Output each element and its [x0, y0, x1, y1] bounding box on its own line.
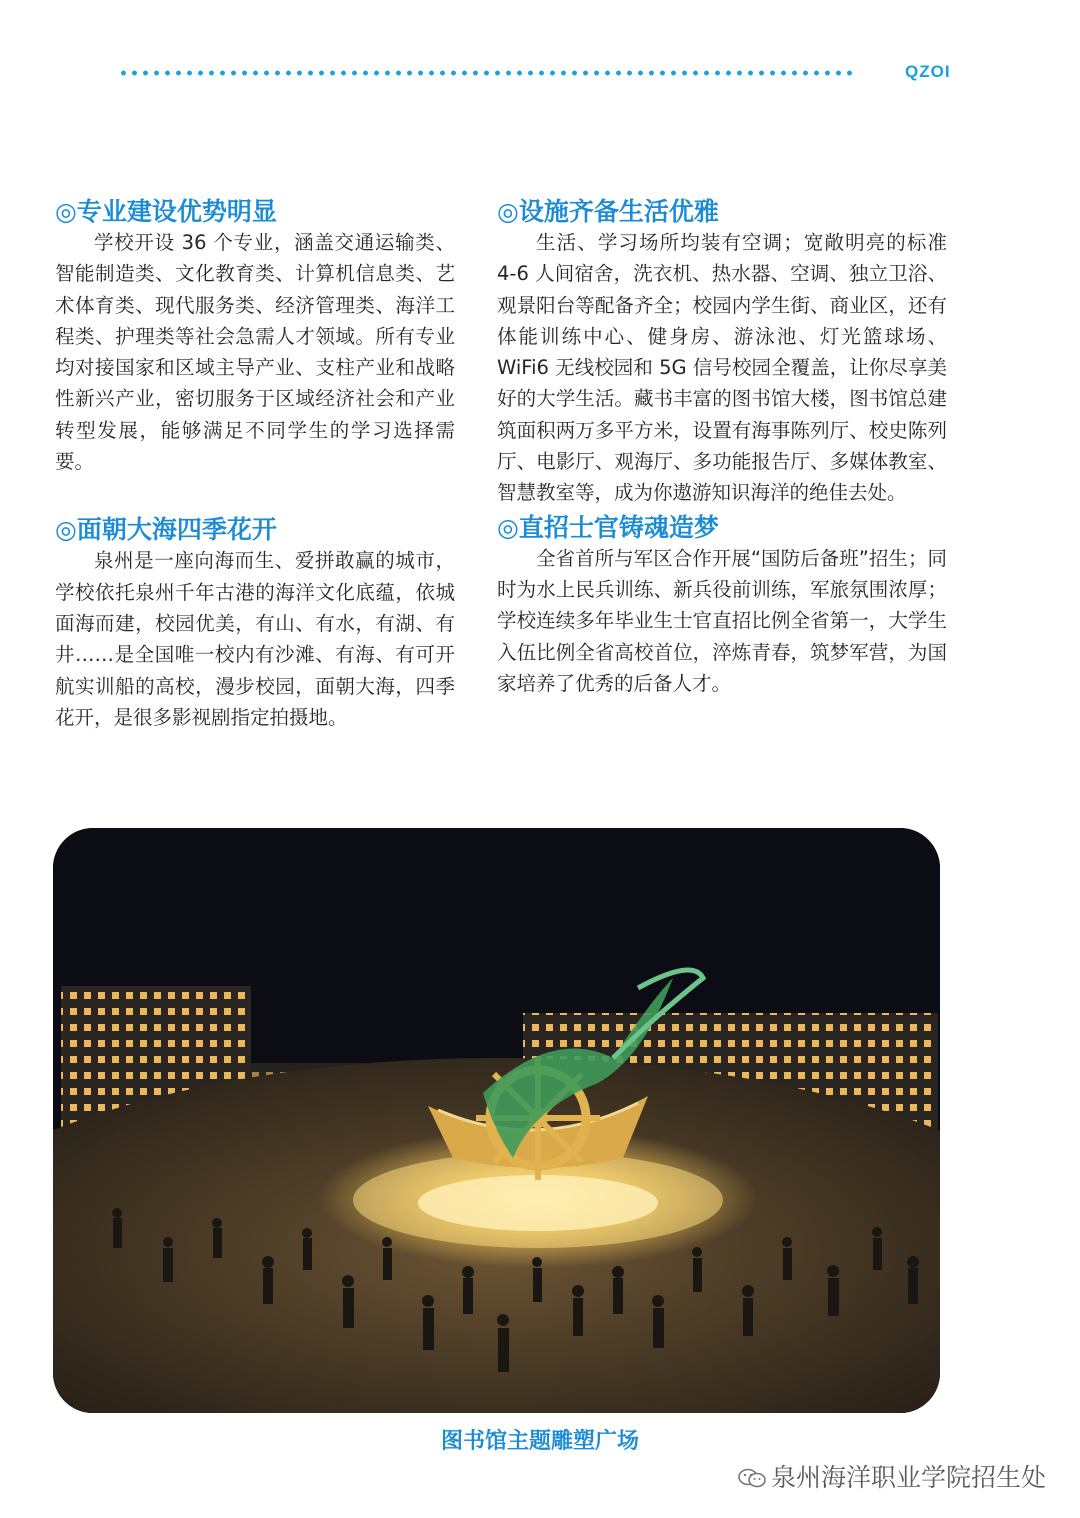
- bullet-mark-icon: ◎: [497, 512, 519, 542]
- section-title: ◎直招士官铸魂造梦: [497, 512, 719, 542]
- bullet-mark-icon: ◎: [55, 515, 77, 545]
- bullet-mark-icon: ◎: [497, 197, 519, 226]
- section-sea-flowers: [55, 515, 455, 733]
- library-sculpture-photo: [53, 828, 940, 1413]
- section-facilities: [497, 197, 947, 509]
- section-body: 生活、学习场所均装有空调；宽敞明亮的标准 4-6 人间宿舍，洗衣机、热水器、空调、独立卫浴、观景阳台等配备齐全；校园内学生街、商业区，还有体能训练中心、健身房、游泳池、灯光篮球场、WiFi6 无线校园和 5G 信号校园全覆盖，让你尽享美好的大学生活。藏书丰富的图书馆大楼，图书馆总建筑面积两万多平方米，设置有海事陈列厅、校史陈列厅、电影厅、观海厅、多功能报告厅、多媒体教室、智慧教室等，成为你遨游知识海洋的绝佳去处。: [497, 231, 947, 505]
- left-column: [55, 197, 455, 733]
- right-column: [497, 197, 947, 699]
- section-body: 全省首所与军区合作开展“国防后备班”招生；同时为水上民兵训练、新兵役前训练，军旅氛围浓厚；学校连续多年毕业生士官直招比例全省第一，大学生入伍比例全省高校首位，淬炼青春，筑梦军营，为国家培养了优秀的后备人才。: [497, 546, 947, 695]
- watermark: 泉州海洋职业学院招生处: [737, 1458, 1046, 1494]
- section-body: 泉州是一座向海而生、爱拼敢赢的城市，学校依托泉州千年古港的海洋文化底蕴，依城面海而建，校园优美，有山、有水，有湖、有井……是全国唯一校内有沙滩、有海、有可开航实训船的高校，漫步校园，面朝大海，四季花开，是很多影视剧指定拍摄地。: [55, 549, 455, 729]
- header-dotted-rule: [118, 70, 853, 76]
- section-military: [497, 513, 947, 699]
- section-body: 学校开设 36 个专业，涵盖交通运输类、智能制造类、文化教育类、计算机信息类、艺术体育类、现代服务类、经济管理类、海洋工程类、护理类等社会急需人才领域。所有专业均对接国家和区域主导产业、支柱产业和战略性新兴产业，密切服务于区域经济社会和产业转型发展，能够满足不同学生的学习选择需要。: [55, 231, 455, 474]
- section-title: ◎专业建设优势明显: [55, 197, 277, 226]
- photo-caption: 图书馆主题雕塑广场: [440, 1429, 639, 1454]
- wechat-icon: [737, 1467, 767, 1489]
- header-logo: QZOI: [905, 62, 951, 81]
- section-major-advantage: [55, 197, 455, 477]
- section-title: ◎设施齐备生活优雅: [497, 197, 719, 226]
- bullet-mark-icon: ◎: [55, 197, 77, 226]
- section-title: ◎面朝大海四季花开: [55, 515, 277, 545]
